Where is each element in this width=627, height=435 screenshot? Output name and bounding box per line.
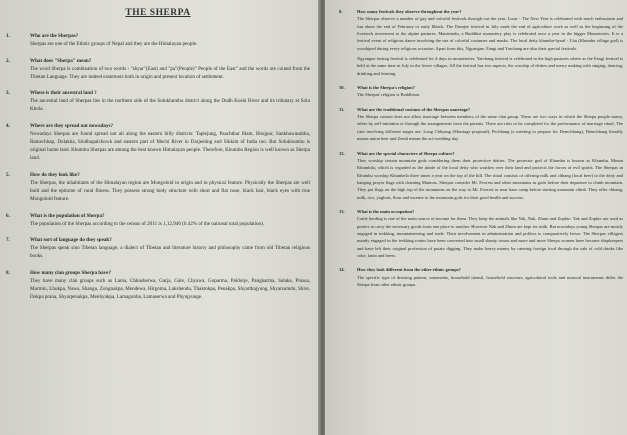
answer-text: [30, 220, 310, 228]
answer-paragraph: Nowadays Sherpas are found spread out all along the eastern hilly districts: Taplejung, Paachthar Illam, Bhojpur, Sankhuwasabha, Ramechhap, Dolakha, Sindhupalchowk and eastern part of Mechi River in Darjeeling and Sikkim of India too. But Solukhumbu is original home land. Khumbu Sherpas are among the best known Himalayan people. Therefore, Khumbu Region is well known as Sherpa land.: [30, 131, 310, 162]
question-number: 4.: [6, 122, 10, 129]
question-number: 13.: [339, 208, 345, 214]
question-text: How do they look like?: [30, 171, 80, 178]
qa-body: [357, 208, 623, 262]
question-text: How many clan groups Sherpa have?: [30, 269, 111, 276]
question-number: 9.: [339, 9, 343, 14]
qa-body: [357, 266, 623, 291]
qa-body: [30, 212, 310, 231]
qa-body: [357, 8, 623, 80]
answer-text: [30, 277, 310, 301]
question-number: 8.: [6, 269, 10, 276]
qa-body: [30, 122, 310, 165]
answer-text: [30, 97, 310, 113]
answer-paragraph: The ancestral land of Sherpas lies in the northern side of the Solukhumbu district along the Dudh Koshi River and its tributary at Solu Khola.: [30, 98, 310, 113]
answer-paragraph: Cattle herding is one of the main source of income for them. They keep the animals like Yak, Nak, Zhum and Zopkio. Yak and Zopkio are used as porters to carry the necessary goods from one place to another. However Nak and Zhum are kept for milk. But nowadays young Sherpas are mostly engaged in trekking, mountaineering and trade. Their involvement in administration and politics is comparatively lesser. The Sherpas villagers mainly engaged in the trekking routes have been converted into small shanty towns and more and more Sherpa women have become shopkeepers and have left their original profession of potato digging. They make heavy money by catering foreign food through the sale of cold drinks like coke, fanta and beers.: [357, 216, 623, 258]
question-text: What is the main occupation?: [357, 208, 415, 214]
question-number: 1.: [6, 33, 10, 39]
answer-paragraph: The Sherpas speak sino Tibetan language, a dialect of Tibetan and literature history and philosophy came from old Tibetan religious books.: [30, 245, 310, 260]
answer-text: [357, 113, 623, 142]
answer-text: [30, 65, 310, 81]
answer-text: [357, 15, 623, 77]
qa-item: [6, 236, 310, 263]
qa-item: [6, 269, 310, 304]
answer-paragraph: The Sherpas observe a number of gay and colorful festivals through out the year. Losar - The New Year is celebrated with much enthusiasm and fun about the end of February or early March. The Dumjee festival in July mark the end of agriculture work as well as the beginning of the livestock movement to the alpine pastures. Manirimdu, a Buddhist monastery play is celebrated once a year in the bigger Monasteries. It is a festival event of religious dance involving the use of colorful costumes and masks. The local deity khumbu-hyual - Lha (Khumbu village god) is worshiped during every religious occasion. Apart from this, Ngyangne, Fangi and Yarchang are also their special festivals.: [357, 16, 623, 51]
answer-text: [30, 179, 310, 203]
question-number: 10.: [339, 85, 345, 91]
qa-item: [339, 208, 623, 262]
qa-body: [30, 236, 310, 263]
qa-body: [30, 89, 310, 116]
question-text: What are the special characters of Sherpa culture?: [357, 150, 455, 156]
qa-body: [30, 57, 310, 84]
right-page: [325, 0, 627, 435]
question-text: What is the population of Sherpa?: [30, 212, 105, 219]
question-text: What is the Sherpa's religion?: [357, 85, 415, 91]
qa-item: [339, 8, 623, 80]
answer-paragraph: Sherpas are one of the Ethnic groups of Nepal and they are the Himalayan people.: [30, 41, 198, 48]
question-number: 7.: [6, 237, 10, 244]
qa-body: [30, 269, 310, 304]
qa-body: [30, 32, 310, 51]
qa-body: [30, 171, 310, 206]
answer-paragraph: The Sherpas, the inhabitants of the Himalayan region are Mongoloid in origin and in physical feature. Physically the Sherpas are well built and the epitome of rural fitness. They possess strong body structure with short and flat nose, black hair, black eyes with true Mongoloid feature.: [30, 179, 310, 203]
answer-paragraph: The specific type of dressing pattern, ornaments, household utensil, household structure, agricultural tools and musical instruments differ the Sherpa from other ethnic groups.: [357, 274, 623, 287]
question-text: Where is their ancestral land ?: [30, 90, 97, 97]
question-number: 6.: [6, 212, 10, 219]
answer-text: [30, 244, 310, 260]
answer-text: [357, 215, 623, 259]
answer-text: [30, 130, 310, 162]
qa-item: [339, 84, 623, 102]
question-number: 11.: [339, 106, 345, 112]
answer-text: [30, 40, 310, 48]
answer-paragraph: The word Sherpa is combination of two words - "shyar"(East) and "pa"(People)" People of the East" and the words are coined from the Tibetan Language. They are indeed easterners both in origin and present location of settlement.: [30, 65, 310, 80]
answer-text: [357, 157, 623, 201]
qa-body: [357, 106, 623, 146]
right-qa-list: [339, 8, 623, 291]
answer-paragraph: The population of the Sherpas according to the census of 2011 is 1,12,946 (0.42% of the national total population).: [30, 220, 265, 227]
answer-paragraph: They have many clan groups such as Lama, Chhusherwa, Garja, Gale, Chyawa, Goparma, Paldorje, Pangkarma, Salaka, Pinasa, Murmin, Lhukpa, Nawa, Shangu, Zongnakpa, Mendewa, Hirgoma, Lakshendu, Thaktokpa, Penakpa, Shyarthajyung, Shyarsumdo, Shire, Dokpa prana, Shyarpenakpa, Menhyakpa, Lamagonba, Lamaserwa and Phyujyunge.: [30, 277, 310, 301]
question-number: 5.: [6, 171, 10, 178]
qa-body: [357, 150, 623, 204]
qa-item: [6, 171, 310, 206]
question-text: What sort of language do they speak?: [30, 237, 112, 244]
qa-item: [6, 32, 310, 51]
qa-item: [6, 212, 310, 231]
question-text: Where are they spread out nowadays?: [30, 122, 114, 129]
answer-text: [357, 274, 623, 289]
page-title: THE SHERPA: [125, 8, 191, 18]
question-text: How many festivals they observe throughout the year?: [357, 9, 462, 14]
question-number: 3.: [6, 90, 10, 97]
question-text: Who are the Sherpas?: [30, 33, 79, 39]
qa-item: [339, 150, 623, 204]
qa-item: [6, 57, 310, 84]
qa-item: [6, 89, 310, 116]
answer-paragraph: The Sherpas' religion is Buddhism.: [357, 92, 421, 98]
question-number: 14.: [339, 267, 345, 273]
answer-paragraph: Ngyangne fasting festival is celebrated for 4 days in monasteries. Yarchang festival is celebrated in the high pastures where as the Fangi festival is held at the same time in July in the lower villages. All the festival has two aspects, the worship of deities and merry making with singing, dancing, drinking and feasting.: [357, 56, 623, 76]
question-text: How they look different from the other ethnic groups?: [357, 267, 461, 273]
answer-paragraph: The Sherpa custom does not allow marriage between members of the same clan group. There are two ways in which the Sherpa people marry, either by self-initiation or through the arrangements from the parents. There are rites to be completed for the performance of marriage ritual. The rites involving different stages are: Long Chhyang (Marriage proposal), Pechhang (a meeting to prepare for Demchhang), Demchhang literally means union beer and Zendi means the act-wedding day.: [357, 114, 623, 142]
qa-body: [357, 84, 623, 102]
qa-item: [339, 266, 623, 291]
answer-text: [357, 91, 623, 98]
question-number: 12.: [339, 150, 345, 156]
question-text: What are the traditional customs of the Sherpas marriage?: [357, 106, 471, 112]
left-qa-list: [6, 32, 310, 304]
qa-item: [6, 122, 310, 165]
answer-paragraph: They worship certain mountain gods considering them their protective deities. The protector god of Khumbu is known as Khumbu. Mount Khumbila, which is regarded as the abode of the local deity who watches over their land and protects the forces of evil spirits. The Sherpas in Khumbu worship Khumbela three times a year on the top of the hill. The ritual consists of offering milk and chhang (local beer) to the deity and hanging prayer flags with chanting Mantras. Sherpas consider Mt. Everest and other mountains as gods before their departure to climb mountain. They put flags on the high top of the mountains on the way to Mt. Everest or near base camp before starting mountain climb. They offer chhang, milk, rice, yoghurt, flour and incense to the mountain gods for their good health and success.: [357, 157, 623, 200]
question-number: 2.: [6, 57, 10, 64]
qa-item: [339, 106, 623, 146]
question-text: What does "Sherpa" mean?: [30, 57, 92, 64]
